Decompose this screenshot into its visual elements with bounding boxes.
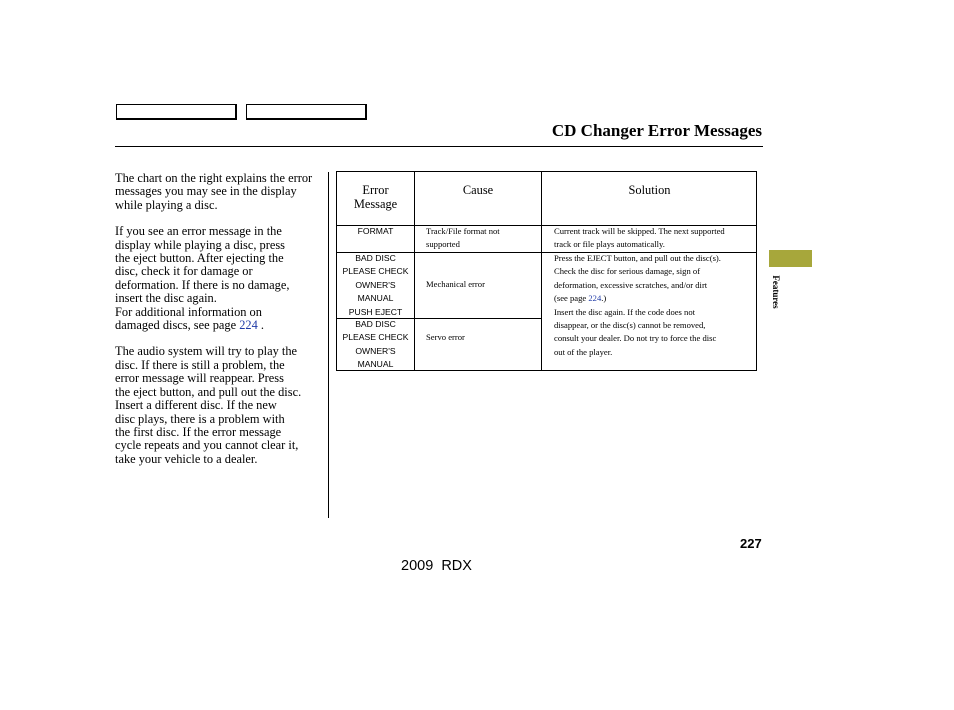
solution-line: out of the player. bbox=[554, 346, 613, 357]
section-tab[interactable] bbox=[769, 250, 812, 267]
table-row-1-solution bbox=[554, 225, 754, 252]
intro-paragraph-3-suffix: . bbox=[257, 318, 264, 333]
intro-line: display while playing a disc, press bbox=[115, 237, 285, 252]
error-message-table bbox=[336, 171, 757, 371]
table-row-3-cause bbox=[426, 331, 538, 344]
table-column-divider bbox=[541, 172, 542, 370]
header-error-message bbox=[337, 183, 414, 211]
intro-paragraph-3-last bbox=[115, 319, 327, 332]
intro-paragraph-4 bbox=[115, 345, 327, 466]
intro-line: the first disc. If the error message bbox=[115, 424, 282, 439]
shared-solution-text bbox=[554, 252, 754, 292]
solution-line: Current track will be skipped. The next supported bbox=[554, 226, 725, 236]
cause-line: supported bbox=[426, 239, 460, 250]
table-row-2-message bbox=[337, 252, 414, 319]
table-column-divider bbox=[414, 172, 415, 370]
intro-line: The audio system will try to play the bbox=[115, 344, 298, 359]
nav-button-next[interactable] bbox=[246, 104, 367, 120]
solution-line: deformation, excessive scratches, and/or dirt bbox=[554, 279, 708, 290]
page-title: CD Changer Error Messages bbox=[551, 121, 762, 140]
intro-line: For additional information on bbox=[115, 304, 262, 319]
intro-line: disc plays, there is a problem with bbox=[115, 411, 285, 426]
intro-line: disc. If there is still a problem, the bbox=[115, 357, 285, 372]
intro-line: If you see an error message in the bbox=[115, 224, 282, 239]
header-message-line: Message bbox=[353, 197, 398, 211]
intro-line: error message will reappear. Press bbox=[115, 371, 284, 386]
intro-paragraph-3 bbox=[115, 306, 327, 319]
error-code-line: PLEASE CHECK bbox=[342, 266, 409, 277]
header-cause: Cause bbox=[462, 183, 494, 197]
intro-line: deformation. If there is no damage, bbox=[115, 277, 290, 292]
column-divider bbox=[328, 172, 329, 518]
solution-line: track or file plays automatically. bbox=[554, 239, 665, 250]
shared-solution-text-after bbox=[554, 306, 754, 360]
table-row-2-cause bbox=[426, 278, 538, 291]
header-solution: Solution bbox=[628, 183, 671, 197]
intro-line: insert the disc again. bbox=[115, 291, 217, 306]
page-link-224[interactable]: 224 bbox=[239, 318, 258, 333]
nav-button-prev[interactable] bbox=[116, 104, 237, 120]
error-code-line: PUSH EJECT bbox=[348, 306, 403, 317]
table-row-1-cause bbox=[426, 225, 538, 252]
intro-line: the eject button. After ejecting the bbox=[115, 251, 284, 266]
error-code-line: BAD DISC bbox=[355, 253, 396, 263]
page-number: 227 bbox=[740, 536, 762, 551]
intro-paragraph-2 bbox=[115, 225, 327, 305]
table-row-3-message bbox=[337, 318, 414, 372]
cause-line: Servo error bbox=[426, 332, 465, 342]
intro-paragraph-1: The chart on the right explains the error messages you may see in the display while playing a disc. bbox=[115, 171, 313, 212]
error-code-line: BAD DISC bbox=[355, 319, 396, 329]
title-divider bbox=[115, 146, 763, 147]
error-code-line: OWNER'S bbox=[355, 279, 396, 290]
error-code-line: MANUAL bbox=[357, 293, 394, 304]
see-page-suffix: .) bbox=[601, 293, 607, 304]
header-error-line: Error bbox=[362, 183, 389, 197]
cause-line: Track/File format not bbox=[426, 226, 500, 236]
error-code-line: MANUAL bbox=[357, 359, 394, 370]
intro-line: cycle repeats and you cannot clear it, bbox=[115, 438, 299, 453]
intro-text bbox=[115, 172, 327, 466]
solution-line: consult your dealer. Do not try to force the disc bbox=[554, 333, 717, 344]
shared-solution bbox=[554, 252, 754, 359]
solution-line: Insert the disc again. If the code does not bbox=[554, 306, 696, 317]
error-code-line: FORMAT bbox=[357, 226, 394, 236]
intro-line: Insert a different disc. If the new bbox=[115, 398, 277, 413]
vehicle-model: 2009 RDX bbox=[401, 558, 472, 574]
see-page-prefix: (see page bbox=[554, 293, 589, 304]
intro-line: the eject button, and pull out the disc. bbox=[115, 384, 302, 399]
table-row-1-message bbox=[337, 225, 414, 238]
intro-paragraph-3-prefix: damaged discs, see page bbox=[115, 318, 240, 333]
cause-line: Mechanical error bbox=[426, 279, 485, 289]
solution-line: disappear, or the disc(s) cannot be removed, bbox=[554, 320, 706, 331]
section-label: Features bbox=[771, 275, 781, 309]
intro-line: take your vehicle to a dealer. bbox=[115, 451, 258, 466]
solution-line: Press the EJECT button, and pull out the disc(s). bbox=[554, 253, 721, 263]
shared-solution-see-page bbox=[554, 292, 754, 305]
page-link-224-solution[interactable]: 224 bbox=[588, 293, 602, 304]
error-code-line: PLEASE CHECK bbox=[342, 332, 409, 343]
intro-line: disc, check it for damage or bbox=[115, 264, 253, 279]
error-code-line: OWNER'S bbox=[355, 345, 396, 356]
solution-line: Check the disc for serious damage, sign of bbox=[554, 266, 701, 277]
